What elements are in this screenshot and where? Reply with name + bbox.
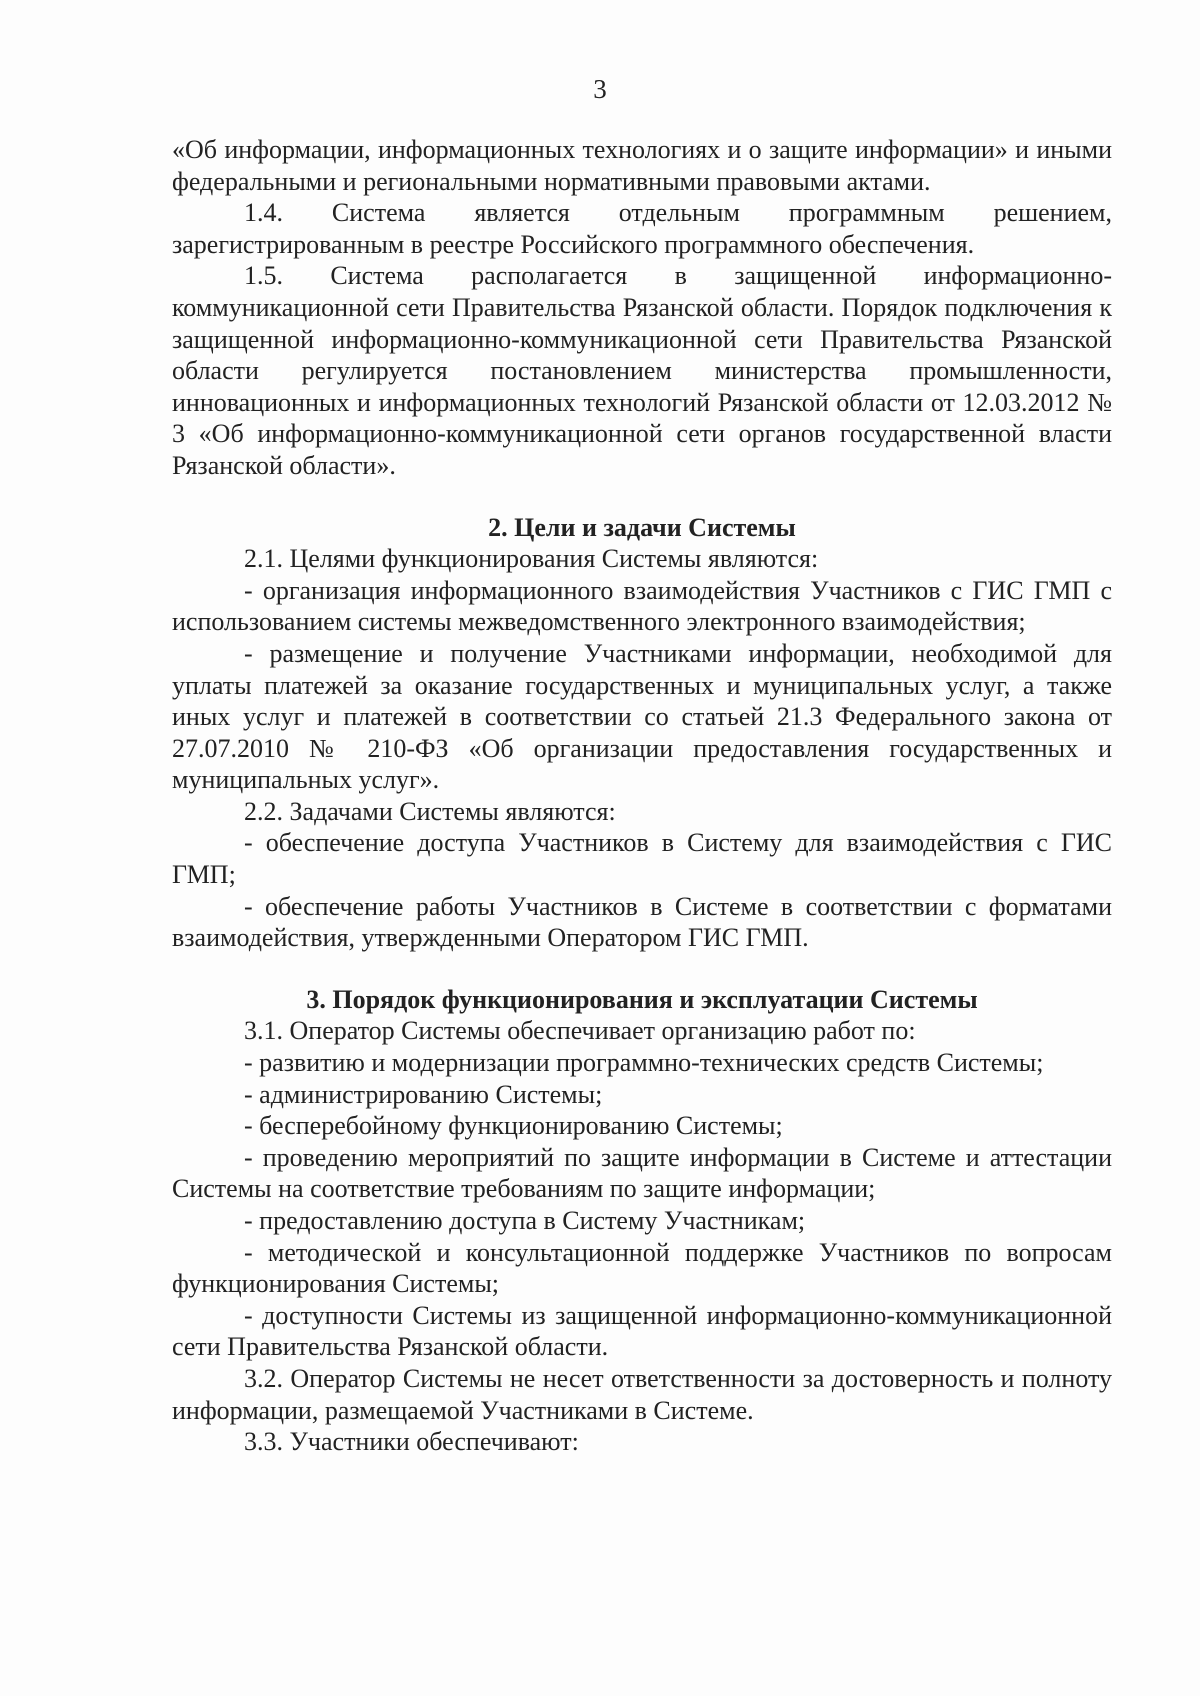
section-spacer [172, 482, 1112, 512]
paragraph-2-1: 2.1. Целями функционирования Системы являются: [244, 544, 819, 574]
list-item-3-1-b: - администрированию Системы; [244, 1079, 603, 1109]
list-item-3-1-f: - методической и консультационной поддержке Участников по вопросам функционирования Системы; [172, 1237, 1112, 1299]
list-item-2-2-a: - обеспечение доступа Участников в Систему для взаимодействия с ГИС ГМП; [172, 828, 1112, 890]
list-item-3-1-c: - бесперебойному функционированию Системы; [244, 1111, 783, 1141]
list-item-3-1-e: - предоставлению доступа в Систему Участникам; [244, 1206, 806, 1235]
section-heading-2: 2. Цели и задачи Системы [488, 512, 796, 542]
paragraph-3-2: 3.2. Оператор Системы не несет ответственности за достоверность и полноту информации, размещаемой Участниками в Системе. [172, 1363, 1112, 1425]
list-item-2-2-b: - обеспечение работы Участников в Системе в соответствии с форматами взаимодействия, утвержденными Оператором ГИС ГМП. [172, 891, 1112, 953]
section-spacer [172, 954, 1112, 984]
list-item-3-1-d: - проведению мероприятий по защите информации в Системе и аттестации Системы на соответствие требованиям по защите информации; [172, 1142, 1112, 1204]
document-body [172, 134, 1112, 1458]
page-number: 3 [593, 74, 607, 104]
paragraph-3-3: 3.3. Участники обеспечивают: [244, 1427, 579, 1457]
paragraph-1-4: 1.4. Система является отдельным программным решением, зарегистрированным в реестре Российского программного обеспечения. [172, 198, 1112, 259]
paragraph-2-2: 2.2. Задачами Системы являются: [244, 796, 616, 826]
list-item-3-1-a: - развитию и модернизации программно-технических средств Системы; [244, 1048, 1044, 1078]
paragraph-1-5: 1.5. Система располагается в защищенной информационно-коммуникационной сети Правительства Рязанской области. Порядок подключения к защищенной информационно-коммуникационной сети Правительства Рязанской области регулируется постановлением министерства промышленности, инновационных и информационных технологий Рязанской области от 12.03.2012 № 3 «Об информационно-коммуникационной сети органов государственной власти Рязанской области». [172, 261, 1112, 480]
paragraph-law-reference: «Об информации, информационных технологиях и о защите информации» и иными федеральными и региональными нормативными правовыми актами. [172, 135, 1112, 196]
list-item-2-1-b: - размещение и получение Участниками информации, необходимой для уплаты платежей за оказание государственных и муниципальных услуг, а также иных услуг и платежей в соответствии со статьей 21.3 Федерального закона от 27.07.2010 № 210-ФЗ «Об организации предоставления государственных и муниципальных услуг». [172, 638, 1112, 795]
section-heading-3: 3. Порядок функционирования и эксплуатации Системы [306, 984, 978, 1014]
list-item-2-1-a: - организация информационного взаимодействия Участников с ГИС ГМП с использованием системы межведомственного электронного взаимодействия; [172, 575, 1112, 637]
paragraph-3-1: 3.1. Оператор Системы обеспечивает организацию работ по: [244, 1016, 916, 1046]
list-item-3-1-g: - доступности Системы из защищенной информационно-коммуникационной сети Правительства Рязанской области. [172, 1300, 1112, 1362]
